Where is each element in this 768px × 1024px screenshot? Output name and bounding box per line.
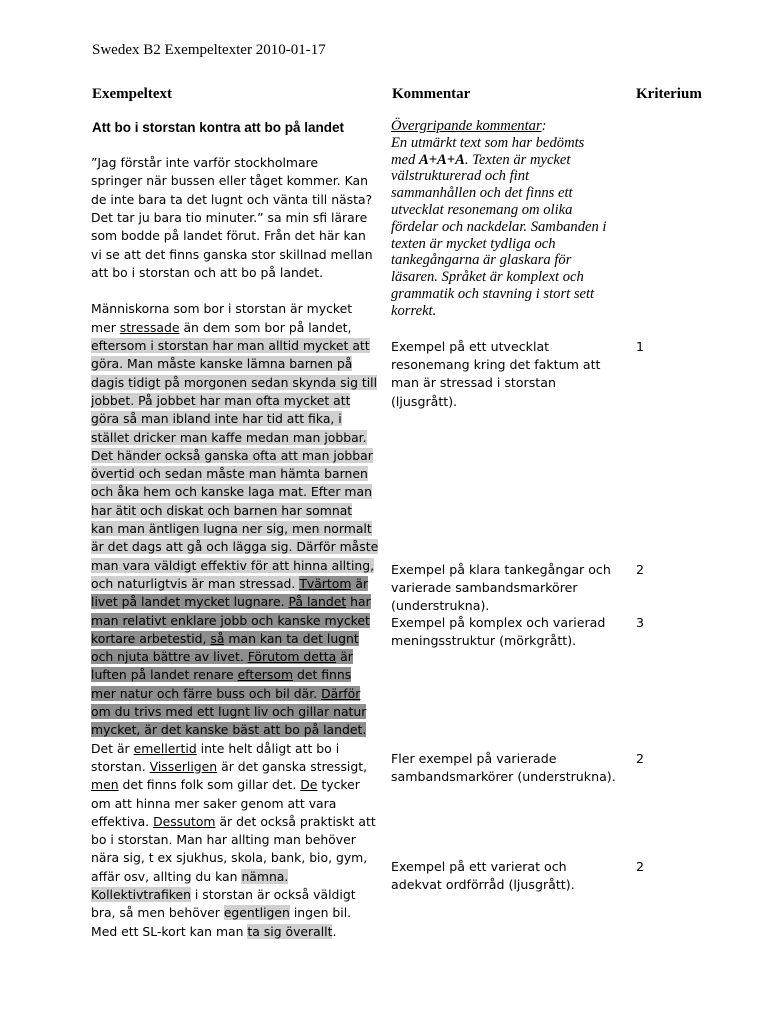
criterion-2: 2 bbox=[636, 562, 645, 577]
essay-line bbox=[91, 374, 377, 392]
essay-segment: det finns folk som gillar det. bbox=[118, 777, 301, 793]
essay-line bbox=[91, 795, 336, 813]
connective-marker: Tvärtom bbox=[299, 575, 352, 591]
essay-segment: storstan. bbox=[91, 758, 150, 774]
essay-segment: man kan ta det lugnt bbox=[224, 630, 359, 646]
essay-segment: det finns bbox=[293, 667, 352, 683]
essay-line bbox=[91, 300, 352, 318]
essay-line bbox=[91, 923, 336, 941]
essay-line bbox=[91, 447, 373, 465]
essay-segment: är det ganska stressigt, bbox=[217, 758, 368, 774]
essay-line bbox=[91, 758, 367, 776]
essay-segment: än dem som bor på landet, bbox=[179, 319, 352, 335]
essay-segment: är bbox=[336, 649, 353, 665]
essay-line bbox=[91, 502, 352, 520]
essay-line bbox=[91, 538, 378, 556]
essay-segment: de inte bara ta det lugnt och vänta till nästa? bbox=[91, 191, 373, 207]
connective-marker: Förutom detta bbox=[247, 649, 337, 665]
essay-segment: man vara väldigt effektiv för att hinna allting, bbox=[91, 557, 375, 573]
essay-segment: Det är bbox=[91, 740, 134, 756]
essay-segment: i storstan är också väldigt bbox=[190, 887, 356, 902]
comment-5: Exempel på ett varierat och adekvat ordförråd (ljusgrått). bbox=[391, 859, 575, 893]
overall-comment-line2-post: . Texten är mycket bbox=[464, 151, 571, 168]
overall-comment bbox=[391, 118, 611, 320]
essay-line bbox=[91, 648, 353, 666]
essay-segment: egentligen bbox=[223, 905, 290, 921]
essay-segment: nära sig, t ex sjukhus, skola, bank, bio, gym, bbox=[91, 850, 368, 866]
essay-line bbox=[91, 630, 359, 648]
overall-grade: A+A+A bbox=[418, 151, 465, 168]
essay-line bbox=[91, 429, 367, 447]
essay-line bbox=[91, 557, 374, 575]
overall-comment-line1: En utmärkt text som har bedömts bbox=[391, 134, 585, 151]
essay-line bbox=[91, 740, 339, 758]
overall-comment-colon: : bbox=[541, 118, 547, 134]
essay-segment: tycker bbox=[317, 777, 360, 793]
essay-segment: Kollektivtrafiken bbox=[91, 887, 191, 902]
essay-segment: bra, så men behöver bbox=[91, 905, 224, 921]
connective-marker: Visserligen bbox=[149, 758, 218, 774]
essay-line bbox=[91, 666, 351, 684]
connective-marker: men bbox=[91, 777, 119, 793]
essay-segment: som bodde på landet förut. Från det här kan bbox=[91, 228, 366, 244]
essay-segment: kortare arbetestid, bbox=[91, 630, 211, 646]
essay-line bbox=[91, 246, 373, 264]
essay-segment: springer när bussen eller tåget kommer. Kan bbox=[91, 173, 368, 189]
essay-segment: övertid och sedan måste man hämta barnen bbox=[91, 466, 368, 482]
comment-3: Exempel på komplex och varierad meningsstruktur (mörkgrått). bbox=[391, 615, 606, 649]
essay-line bbox=[91, 886, 356, 904]
criterion-4: 2 bbox=[636, 751, 645, 766]
essay-segment: bo i storstan. Man har allting man behöver bbox=[91, 832, 356, 848]
essay-line bbox=[91, 465, 368, 483]
essay-segment: dagis tidigt på morgonen sedan skynda sig till bbox=[91, 374, 378, 390]
essay-segment: Med ett SL-kort kan man bbox=[91, 923, 248, 939]
essay-segment: och åka hem och kanske laga mat. Efter man bbox=[91, 484, 372, 500]
essay-line bbox=[91, 154, 318, 172]
essay-segment: ”Jag förstår inte varför stockholmare bbox=[91, 155, 319, 170]
essay-segment: och naturligtvis är man stressad. bbox=[91, 575, 300, 591]
essay-segment: luften på landet renare bbox=[91, 667, 238, 683]
essay-line bbox=[91, 319, 351, 337]
comment-2: Exempel på klara tankegångar och varierade sambandsmarkörer (understrukna). bbox=[391, 562, 611, 614]
essay-line bbox=[91, 172, 368, 190]
essay-segment: . bbox=[332, 923, 337, 939]
essay-line bbox=[91, 191, 372, 209]
essay-segment: att bo i storstan och att bo på landet. bbox=[91, 264, 324, 280]
essay-segment: ta sig överallt bbox=[247, 923, 333, 939]
overall-comment-rest: välstrukturerad och fint sammanhållen och det finns ett utvecklat resonemang om olika fördelar och nackdelar. Sambanden i texten är mycket tydliga och tankegångarna är glaskara för läsaren. Språket är komplext och grammatik och stavning i stort sett korrekt. bbox=[391, 168, 607, 319]
essay-line bbox=[91, 721, 366, 739]
connective-marker: stressade bbox=[119, 319, 180, 335]
essay-line bbox=[91, 575, 368, 593]
comment-4: Fler exempel på varierade sambandsmarkörer (understrukna). bbox=[391, 751, 616, 785]
essay-segment: är bbox=[351, 575, 369, 591]
column-header-criterion: Kriterium bbox=[636, 86, 702, 102]
connective-marker: På landet bbox=[288, 594, 347, 610]
essay-segment: affär osv, allting du kan bbox=[91, 868, 242, 884]
essay-line bbox=[91, 904, 351, 922]
essay-line bbox=[91, 831, 356, 849]
overall-comment-line2-pre: med bbox=[391, 151, 419, 168]
essay-segment: Det händer också ganska ofta att man jobbar bbox=[91, 447, 373, 463]
essay-line bbox=[91, 392, 350, 410]
criterion-3: 3 bbox=[636, 615, 645, 630]
essay-line bbox=[91, 337, 370, 355]
essay-line bbox=[91, 483, 372, 501]
essay-segment: livet på landet mycket lugnare. bbox=[91, 594, 289, 610]
essay-line bbox=[91, 813, 376, 831]
essay-segment: mer natur och färre buss och bil där. bbox=[91, 685, 322, 701]
essay-line bbox=[91, 685, 360, 703]
connective-marker: De bbox=[300, 777, 318, 793]
criterion-5: 2 bbox=[636, 859, 645, 874]
essay-segment: har bbox=[346, 594, 371, 610]
essay-line bbox=[91, 227, 366, 245]
essay-segment: effektiva. bbox=[91, 813, 154, 829]
essay-line bbox=[91, 355, 352, 373]
essay-segment: vi se att det finns ganska stor skillnad mellan bbox=[91, 246, 373, 262]
connective-marker: Därför bbox=[321, 685, 361, 701]
essay-line bbox=[91, 868, 288, 886]
essay-segment: Det tar ju bara tio minuter.” sa min sfi lärare bbox=[91, 209, 368, 225]
document-header: Swedex B2 Exempeltexter 2010-01-17 bbox=[92, 42, 326, 58]
essay-line bbox=[91, 410, 342, 428]
essay-title: Att bo i storstan kontra att bo på landet bbox=[92, 120, 345, 135]
connective-marker: eftersom bbox=[237, 667, 294, 683]
essay-segment: nämna. bbox=[241, 868, 289, 884]
essay-line bbox=[91, 264, 323, 282]
essay-line bbox=[91, 776, 360, 794]
essay-segment: och njuta bättre av livet. bbox=[91, 649, 248, 665]
essay-segment: om du trivs med ett lugnt liv och gillar natur bbox=[91, 704, 367, 719]
essay-line bbox=[91, 209, 367, 227]
essay-segment: eftersom i storstan har man alltid mycket att bbox=[91, 338, 370, 353]
essay-line bbox=[91, 849, 367, 867]
essay-segment: har ätit och diskat och barnen har somnat bbox=[91, 502, 353, 518]
essay-segment: man relativt enklare jobb och kanske mycket bbox=[91, 612, 370, 628]
connective-marker: emellertid bbox=[133, 740, 197, 756]
essay-segment: om att hinna mer saker genom att vara bbox=[91, 795, 337, 811]
essay-segment: Människorna som bor i storstan är mycket bbox=[91, 301, 353, 317]
essay-segment: mer bbox=[91, 319, 120, 335]
connective-marker: Dessutom bbox=[153, 813, 216, 829]
column-header-comment: Kommentar bbox=[392, 86, 471, 102]
essay-segment: ingen bil. bbox=[289, 905, 352, 921]
essay-line bbox=[91, 520, 372, 538]
essay-segment: mycket, är det kanske bäst att bo på landet. bbox=[91, 722, 367, 738]
essay-segment: är det dags att gå och lägga sig. Därför måste bbox=[91, 539, 379, 555]
overall-comment-title: Övergripande kommentar bbox=[391, 118, 542, 134]
criterion-1: 1 bbox=[636, 339, 645, 354]
comment-1: Exempel på ett utvecklat resonemang kring det faktum att man är stressad i storstan (ljusgrått). bbox=[391, 339, 601, 409]
column-header-example: Exempeltext bbox=[92, 86, 172, 102]
essay-segment: kan man äntligen lugna ner sig, men normalt bbox=[91, 521, 372, 536]
essay-segment: jobbet. På jobbet har man ofta mycket att bbox=[91, 392, 351, 408]
essay-segment: göra. Man måste kanske lämna barnen på bbox=[91, 356, 353, 372]
essay-segment: inte helt dåligt att bo i bbox=[196, 740, 340, 756]
essay-line bbox=[91, 703, 366, 721]
essay-line bbox=[91, 612, 370, 630]
connective-marker: så bbox=[210, 630, 225, 646]
essay-segment: stället dricker man kaffe medan man jobbar. bbox=[91, 429, 367, 445]
essay-segment: göra så man ibland inte har tid att fika, i bbox=[91, 411, 342, 427]
essay-line bbox=[91, 593, 371, 611]
essay-segment: är det också praktiskt att bbox=[215, 813, 376, 829]
